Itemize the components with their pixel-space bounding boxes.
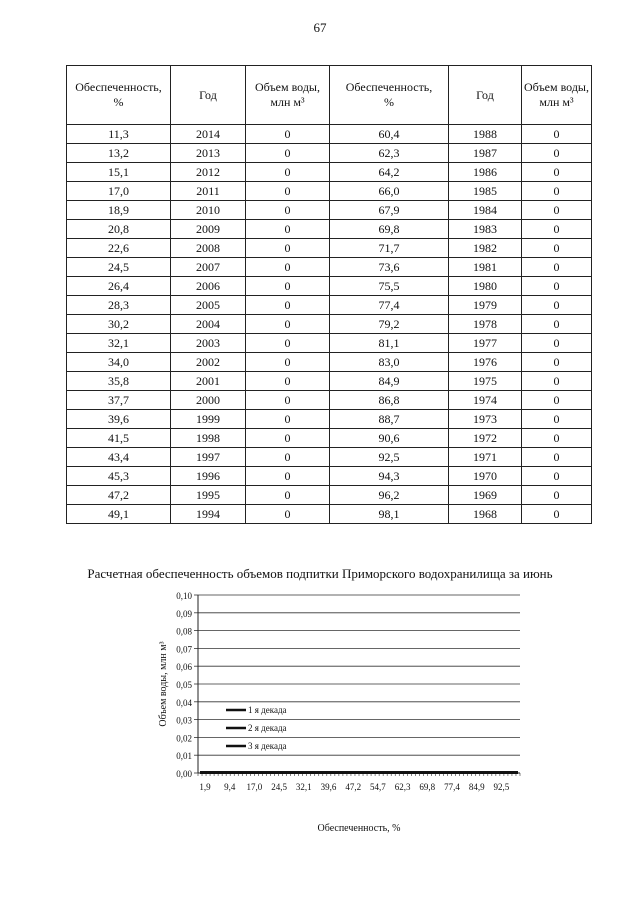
table-cell: 35,8 xyxy=(67,372,171,391)
table-cell: 32,1 xyxy=(67,334,171,353)
table-cell: 0 xyxy=(522,258,592,277)
table-cell: 2012 xyxy=(171,163,246,182)
table-cell: 2010 xyxy=(171,201,246,220)
table-cell: 20,8 xyxy=(67,220,171,239)
y-tick-label: 0,01 xyxy=(176,751,192,762)
table-cell: 47,2 xyxy=(67,486,171,505)
header-volume: Объем воды, млн м³ xyxy=(246,66,330,125)
table-cell: 1971 xyxy=(449,448,522,467)
table-cell: 28,3 xyxy=(67,296,171,315)
table-cell: 0 xyxy=(522,467,592,486)
table-cell: 1998 xyxy=(171,429,246,448)
legend-label: 3 я декада xyxy=(248,741,287,751)
table-cell: 0 xyxy=(246,239,330,258)
table-cell: 0 xyxy=(522,353,592,372)
table-cell: 41,5 xyxy=(67,429,171,448)
table-cell: 0 xyxy=(246,467,330,486)
table-cell: 0 xyxy=(522,201,592,220)
x-tick-label: 32,1 xyxy=(295,782,312,792)
table-cell: 0 xyxy=(246,144,330,163)
table-cell: 71,7 xyxy=(330,239,449,258)
table-cell: 0 xyxy=(522,391,592,410)
table-cell: 43,4 xyxy=(67,448,171,467)
x-tick-label: 9,4 xyxy=(224,782,236,792)
table-cell: 0 xyxy=(522,486,592,505)
legend-label: 2 я декада xyxy=(248,723,287,733)
table-cell: 1978 xyxy=(449,315,522,334)
table-cell: 2005 xyxy=(171,296,246,315)
table-cell: 83,0 xyxy=(330,353,449,372)
table-cell: 1975 xyxy=(449,372,522,391)
y-tick-label: 0,04 xyxy=(176,697,192,708)
table-cell: 0 xyxy=(246,505,330,524)
table-cell: 39,6 xyxy=(67,410,171,429)
table-cell: 92,5 xyxy=(330,448,449,467)
header-year: Год xyxy=(171,66,246,125)
table-cell: 30,2 xyxy=(67,315,171,334)
table-cell: 0 xyxy=(522,296,592,315)
table-cell: 0 xyxy=(246,277,330,296)
table-cell: 0 xyxy=(522,334,592,353)
header-probability: Обеспеченность, % xyxy=(330,66,449,125)
table-cell: 96,2 xyxy=(330,486,449,505)
x-tick-label: 92,5 xyxy=(493,782,510,792)
table-cell: 79,2 xyxy=(330,315,449,334)
table-cell: 1985 xyxy=(449,182,522,201)
table-cell: 1968 xyxy=(449,505,522,524)
table-cell: 0 xyxy=(522,144,592,163)
x-tick-label: 1,9 xyxy=(199,782,211,792)
table-cell: 0 xyxy=(522,220,592,239)
table-cell: 1969 xyxy=(449,486,522,505)
table-cell: 0 xyxy=(246,429,330,448)
table-cell: 1972 xyxy=(449,429,522,448)
table-cell: 2001 xyxy=(171,372,246,391)
table-cell: 1974 xyxy=(449,391,522,410)
table-cell: 67,9 xyxy=(330,201,449,220)
table-cell: 2008 xyxy=(171,239,246,258)
table-cell: 11,3 xyxy=(67,125,171,144)
table-cell: 60,4 xyxy=(330,125,449,144)
x-axis-label: Обеспеченность, % xyxy=(317,823,401,834)
table-cell: 1997 xyxy=(171,448,246,467)
table-cell: 1976 xyxy=(449,353,522,372)
table-cell: 2009 xyxy=(171,220,246,239)
table-cell: 18,9 xyxy=(67,201,171,220)
table-cell: 2000 xyxy=(171,391,246,410)
table-cell: 1987 xyxy=(449,144,522,163)
table-cell: 49,1 xyxy=(67,505,171,524)
table-cell: 34,0 xyxy=(67,353,171,372)
table-cell: 90,6 xyxy=(330,429,449,448)
table-cell: 84,9 xyxy=(330,372,449,391)
table-cell: 2002 xyxy=(171,353,246,372)
table-cell: 1986 xyxy=(449,163,522,182)
chart-title: Расчетная обеспеченность объемов подпитки Приморского водохранилища за июнь xyxy=(87,566,553,581)
table-cell: 62,3 xyxy=(330,144,449,163)
table-cell: 77,4 xyxy=(330,296,449,315)
table-cell: 0 xyxy=(246,410,330,429)
header-volume: Объем воды, млн м³ xyxy=(522,66,592,125)
table-cell: 0 xyxy=(246,182,330,201)
table-cell: 1983 xyxy=(449,220,522,239)
header-year: Год xyxy=(449,66,522,125)
header-probability: Обеспеченность, % xyxy=(67,66,171,125)
table-cell: 1970 xyxy=(449,467,522,486)
table-cell: 1996 xyxy=(171,467,246,486)
y-tick-label: 0,00 xyxy=(176,769,192,779)
table-cell: 22,6 xyxy=(67,239,171,258)
table-cell: 0 xyxy=(522,372,592,391)
table-cell: 0 xyxy=(246,391,330,410)
table-cell: 0 xyxy=(246,296,330,315)
table-cell: 1999 xyxy=(171,410,246,429)
table-cell: 64,2 xyxy=(330,163,449,182)
x-tick-label: 77,4 xyxy=(444,782,460,792)
table-cell: 69,8 xyxy=(330,220,449,239)
table-cell: 0 xyxy=(246,315,330,334)
table-cell: 1988 xyxy=(449,125,522,144)
y-tick-label: 0,10 xyxy=(176,591,192,601)
table-cell: 86,8 xyxy=(330,391,449,410)
y-tick-label: 0,03 xyxy=(176,715,192,726)
table-cell: 0 xyxy=(522,505,592,524)
table-cell: 24,5 xyxy=(67,258,171,277)
table-cell: 1977 xyxy=(449,334,522,353)
table-cell: 0 xyxy=(246,163,330,182)
table-cell: 26,4 xyxy=(67,277,171,296)
y-tick-label: 0,09 xyxy=(176,608,192,619)
table-cell: 1994 xyxy=(171,505,246,524)
table-cell: 1973 xyxy=(449,410,522,429)
x-tick-label: 24,5 xyxy=(271,782,287,792)
table-cell: 0 xyxy=(246,448,330,467)
y-axis-label: Объем воды, млн м³ xyxy=(158,641,169,727)
table-cell: 37,7 xyxy=(67,391,171,410)
table-cell: 88,7 xyxy=(330,410,449,429)
table-cell: 0 xyxy=(246,372,330,391)
table-cell: 45,3 xyxy=(67,467,171,486)
table-cell: 0 xyxy=(522,239,592,258)
table-cell: 17,0 xyxy=(67,182,171,201)
table-cell: 0 xyxy=(246,353,330,372)
table-cell: 0 xyxy=(522,429,592,448)
table-cell: 2014 xyxy=(171,125,246,144)
table-cell: 13,2 xyxy=(67,144,171,163)
table-cell: 73,6 xyxy=(330,258,449,277)
table-cell: 0 xyxy=(522,448,592,467)
y-tick-label: 0,05 xyxy=(176,680,192,690)
y-tick-label: 0,02 xyxy=(176,733,192,744)
table-cell: 0 xyxy=(522,182,592,201)
table-cell: 66,0 xyxy=(330,182,449,201)
table-cell: 2003 xyxy=(171,334,246,353)
x-tick-label: 54,7 xyxy=(370,782,386,792)
table-cell: 0 xyxy=(522,410,592,429)
page-number: 67 xyxy=(313,20,327,35)
legend-label: 1 я декада xyxy=(248,705,287,715)
table-cell: 0 xyxy=(522,277,592,296)
table-cell: 1980 xyxy=(449,277,522,296)
table-cell: 1979 xyxy=(449,296,522,315)
table-cell: 2007 xyxy=(171,258,246,277)
table-cell: 0 xyxy=(246,258,330,277)
table-cell: 2004 xyxy=(171,315,246,334)
table-cell: 1981 xyxy=(449,258,522,277)
table-cell: 0 xyxy=(246,220,330,239)
x-tick-label: 47,2 xyxy=(345,782,362,792)
x-tick-label: 84,9 xyxy=(468,782,485,792)
table-cell: 98,1 xyxy=(330,505,449,524)
table-cell: 0 xyxy=(522,315,592,334)
table-cell: 94,3 xyxy=(330,467,449,486)
table-cell: 1995 xyxy=(171,486,246,505)
x-tick-label: 62,3 xyxy=(394,782,411,792)
y-tick-label: 0,08 xyxy=(176,626,192,637)
x-tick-label: 17,0 xyxy=(246,782,263,792)
x-tick-label: 39,6 xyxy=(320,782,337,792)
table-cell: 1982 xyxy=(449,239,522,258)
table-cell: 0 xyxy=(246,486,330,505)
y-tick-label: 0,06 xyxy=(176,662,192,673)
table-cell: 0 xyxy=(522,163,592,182)
table-cell: 15,1 xyxy=(67,163,171,182)
table-cell: 0 xyxy=(246,125,330,144)
table-cell: 1984 xyxy=(449,201,522,220)
y-tick-label: 0,07 xyxy=(176,644,192,655)
table-cell: 81,1 xyxy=(330,334,449,353)
table-cell: 2013 xyxy=(171,144,246,163)
table-cell: 0 xyxy=(246,334,330,353)
x-tick-label: 69,8 xyxy=(419,782,436,792)
table-cell: 0 xyxy=(246,201,330,220)
table-cell: 75,5 xyxy=(330,277,449,296)
table-cell: 2006 xyxy=(171,277,246,296)
table-cell: 0 xyxy=(522,125,592,144)
table-cell: 2011 xyxy=(171,182,246,201)
